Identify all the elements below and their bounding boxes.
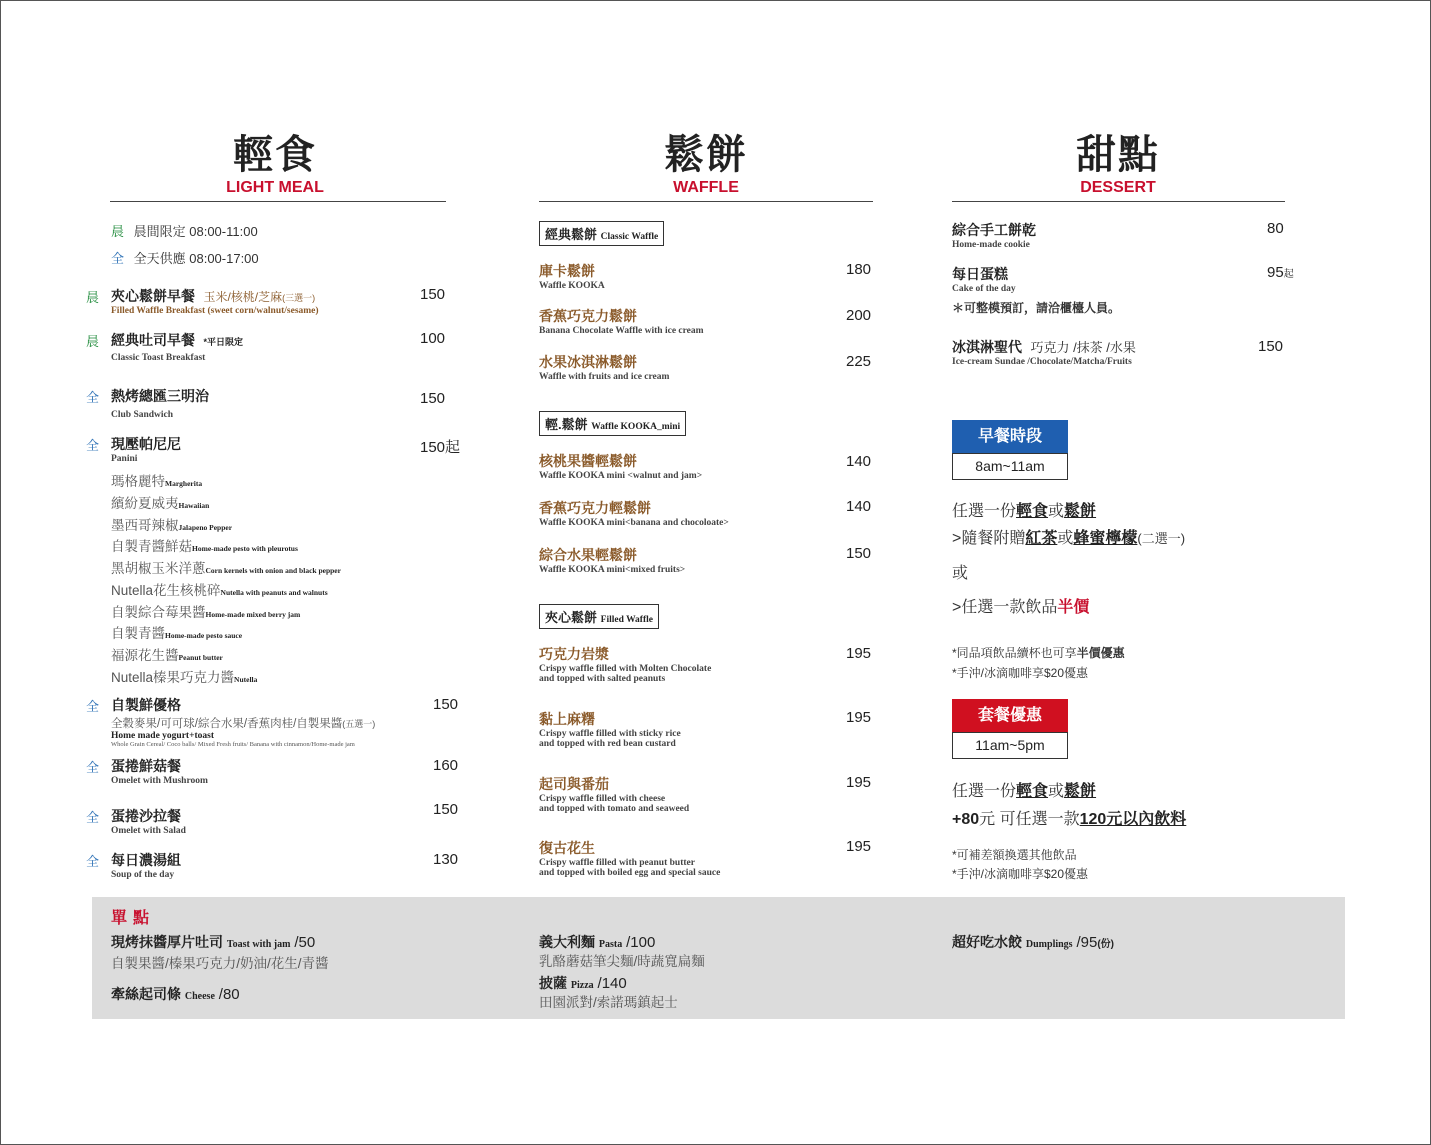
item-price: 100: [420, 330, 446, 347]
item-tag: 全: [86, 699, 100, 714]
item-en: Crispy waffle filled with peanut butter: [539, 858, 695, 868]
allday-tag: 全: [111, 251, 125, 266]
item-name: 復古花生: [539, 840, 595, 856]
item-price: 225: [846, 353, 872, 370]
breakfast-line3: 或: [952, 565, 969, 582]
item-en: Soup of the day: [111, 870, 175, 880]
waffle-title-en: WAFFLE: [673, 179, 739, 196]
panini-flavor: 福源花生醬Peanut butter: [111, 648, 223, 663]
pasta-item: 義大利麵 Pasta /100: [539, 934, 656, 951]
item-price: 180: [846, 261, 872, 278]
list-item: [539, 498, 729, 528]
list-item: [539, 838, 720, 878]
item-en: Home-made cookie: [952, 240, 1030, 250]
pasta-options: 乳酪蘑菇筆尖麵/時蔬寬扁麵: [539, 954, 705, 969]
item-name: 香蕉巧克力鬆餅: [539, 308, 637, 324]
list-item: [539, 545, 685, 575]
light-meal-rule: [110, 201, 446, 202]
item-en2: and topped with red bean custard: [539, 739, 676, 749]
item-sub: 玉米/核桃/芝麻: [203, 290, 283, 304]
item-name: 綜合手工餅乾: [952, 222, 1036, 238]
item-price: 195: [846, 838, 872, 855]
list-item: [111, 386, 209, 420]
list-item: [539, 644, 711, 684]
list-item: [952, 264, 1120, 316]
cheese-item: 牽絲起司條 Cheese /80: [111, 986, 240, 1003]
item-name: 夾心鬆餅早餐: [111, 288, 195, 304]
item-en: Cake of the day: [952, 284, 1016, 294]
item-name: 水果冰淇淋鬆餅: [539, 354, 637, 370]
item-sub: 全穀麥果/可可球/綜合水果/香蕉肉桂/自製果醬: [111, 718, 343, 730]
item-price: 80: [1267, 220, 1284, 237]
list-item: [539, 709, 681, 749]
list-item: [952, 220, 1036, 250]
item-price: 140: [846, 498, 872, 515]
item-price: 140: [846, 453, 872, 470]
item-en2: and topped with salted peanuts: [539, 674, 666, 684]
breakfast-banner: 早餐時段: [952, 420, 1068, 453]
item-price: 130: [433, 851, 459, 868]
item-price: 195: [846, 645, 872, 662]
item-tag: 全: [86, 760, 100, 775]
list-item: [111, 756, 208, 786]
panini-flavor: Nutella花生核桃碎Nutella with peanuts and walnuts: [111, 583, 328, 598]
item-en: Waffle KOOKA mini<banana and chocoloate>: [539, 518, 729, 528]
panini-flavor: 黑胡椒玉米洋蔥Corn kernels with onion and black pepper: [111, 561, 341, 576]
item-sub: 巧克力 /抹茶 /水果: [1030, 340, 1136, 355]
legend-morning: [111, 221, 258, 240]
breakfast-line1: 任選一份輕食或鬆餅: [952, 503, 1097, 520]
item-name: 起司與番茄: [539, 776, 609, 792]
item-price: 195: [846, 774, 872, 791]
item-en: Waffle KOOKA mini<mixed fruits>: [539, 565, 686, 575]
toast-item: 現烤抹醬厚片吐司 Toast with jam /50: [111, 934, 316, 951]
item-en: Classic Toast Breakfast: [111, 353, 206, 363]
dumplings-item: 超好吃水餃 Dumplings /95(份): [952, 934, 1114, 951]
single-items-title: 單點: [111, 910, 156, 927]
item-name: 蛋捲沙拉餐: [111, 808, 181, 824]
breakfast-line2: >隨餐附贈紅茶或蜂蜜檸檬(二選一): [952, 530, 1186, 547]
item-en: Waffle KOOKA mini <walnut and jam>: [539, 471, 703, 481]
item-name: 核桃果醬輕鬆餅: [539, 453, 637, 469]
legend-allday: [111, 248, 259, 267]
breakfast-hours: 8am~11am: [952, 453, 1068, 480]
item-price: 150起: [420, 439, 461, 456]
section-label-classic: 經典鬆餅 Classic Waffle: [539, 221, 664, 246]
item-tag: 全: [86, 854, 100, 869]
toast-options: 自製果醬/榛果巧克力/奶油/花生/青醬: [111, 956, 329, 971]
item-price: 150: [420, 390, 446, 407]
item-price: 150: [433, 801, 459, 818]
light-meal-header: [195, 132, 355, 198]
panini-flavor: 自製綜合莓果醬Home-made mixed berry jam: [111, 605, 301, 620]
item-price: 150: [846, 545, 872, 562]
item-en: Panini: [111, 454, 138, 464]
item-name: 綜合水果輕鬆餅: [539, 547, 637, 563]
list-item: [111, 695, 375, 748]
legend-allday-text: 全天供應 08:00-17:00: [133, 251, 259, 266]
item-note: ＊可整模預訂，請洽櫃檯人員。: [952, 301, 1121, 315]
waffle-header: [626, 132, 786, 198]
item-sub-note: *平日限定: [203, 337, 243, 347]
pizza-options: 田園派對/索諾瑪鎮起士: [539, 995, 678, 1010]
waffle-title-zh: 鬆餅: [664, 132, 748, 178]
list-item: [111, 434, 181, 464]
item-en: Filled Waffle Breakfast (sweet corn/walnut/sesame): [111, 306, 319, 316]
item-price: 95起: [1267, 264, 1294, 281]
item-price: 200: [846, 307, 872, 324]
item-tag: 晨: [86, 290, 100, 305]
list-item: [539, 261, 605, 291]
item-name: 自製鮮優格: [111, 697, 181, 713]
item-en: Crispy waffle filled with Molten Chocolate: [539, 664, 712, 674]
dessert-title-en: DESSERT: [1080, 179, 1156, 196]
light-meal-title-en: LIGHT MEAL: [226, 179, 324, 196]
item-tag: 全: [86, 810, 100, 825]
item-price: 150: [420, 286, 446, 303]
breakfast-line4: >任選一款飲品半價: [952, 599, 1090, 616]
set-line1: 任選一份輕食或鬆餅: [952, 783, 1097, 800]
list-item: [539, 306, 704, 336]
item-en: Club Sandwich: [111, 410, 174, 420]
list-item: [539, 451, 702, 481]
item-en: Home made yogurt+toast: [111, 731, 215, 741]
list-item: [539, 774, 689, 814]
dessert-rule: [952, 201, 1285, 202]
set-note1: *可補差額換選其他飲品: [952, 848, 1077, 862]
item-name: 每日蛋糕: [952, 266, 1008, 282]
item-name: 巧克力岩漿: [539, 646, 609, 662]
panini-flavor: 自製青醬鮮菇Home-made pesto with pleurotus: [111, 539, 298, 554]
item-en2: Whole Grain Cereal/ Coco balls/ Mixed Fresh fruits/ Banana with cinnamon/Home-made jam: [111, 741, 355, 748]
list-item: [111, 850, 181, 880]
item-price: 150: [433, 696, 459, 713]
item-en: Omelet with Salad: [111, 826, 186, 836]
dessert-title-zh: 甜點: [1076, 132, 1160, 178]
list-item: [111, 330, 243, 363]
item-name: 熱烤總匯三明治: [111, 388, 209, 404]
item-sub-note: (三選一): [282, 293, 316, 303]
item-name: 冰淇淋聖代: [952, 339, 1022, 355]
set-banner: 套餐優惠: [952, 699, 1068, 732]
item-price: 150: [1258, 338, 1284, 355]
item-en: Crispy waffle filled with sticky rice: [539, 729, 681, 739]
item-en: Waffle KOOKA: [539, 281, 605, 291]
item-name: 庫卡鬆餅: [539, 263, 595, 279]
item-price: 195: [846, 709, 872, 726]
item-en2: and topped with tomato and seaweed: [539, 804, 690, 814]
item-name: 香蕉巧克力輕鬆餅: [539, 500, 651, 516]
item-en: Banana Chocolate Waffle with ice cream: [539, 326, 704, 336]
item-name: 蛋捲鮮菇餐: [111, 758, 181, 774]
list-item: [111, 286, 319, 316]
item-name: 經典吐司早餐: [111, 332, 195, 348]
panini-flavor: Nutella榛果巧克力醬Nutella: [111, 670, 258, 685]
set-hours: 11am~5pm: [952, 732, 1068, 759]
list-item: [952, 337, 1136, 367]
item-tag: 全: [86, 438, 100, 453]
waffle-rule: [539, 201, 873, 202]
item-en2: and topped with boiled egg and special sauce: [539, 868, 721, 878]
breakfast-note2: *手沖/冰滴咖啡享$20優惠: [952, 666, 1089, 680]
panini-flavor: 繽紛夏威夷Hawaiian: [111, 496, 210, 511]
item-name: 每日濃湯組: [111, 852, 181, 868]
section-label-filled: 夾心鬆餅 Filled Waffle: [539, 604, 659, 629]
item-en: Crispy waffle filled with cheese: [539, 794, 666, 804]
item-sub-note: (五選一): [342, 719, 376, 729]
panini-flavor: 自製青醬Home-made pesto sauce: [111, 626, 243, 641]
pizza-item: 披薩 Pizza /140: [539, 975, 627, 992]
set-line2: +80元 可任選一款120元以內飲料: [952, 811, 1187, 828]
list-item: [539, 352, 669, 382]
panini-flavor: 瑪格麗特Margherita: [111, 474, 203, 489]
section-label-mini: 輕.鬆餅 Waffle KOOKA_mini: [539, 411, 686, 436]
item-tag: 晨: [86, 334, 100, 349]
morning-tag: 晨: [111, 224, 125, 239]
item-en: Ice-cream Sundae /Chocolate/Matcha/Fruits: [952, 357, 1132, 367]
item-tag: 全: [86, 390, 100, 405]
legend-morning-text: 晨間限定 08:00-11:00: [133, 224, 258, 239]
breakfast-note1: *同品項飲品續杯也可享半價優惠: [952, 646, 1125, 660]
item-en: Omelet with Mushroom: [111, 776, 208, 786]
item-name: 黏上麻糬: [539, 711, 595, 727]
light-meal-title-zh: 輕食: [233, 132, 317, 178]
set-note2: *手沖/冰滴咖啡享$20優惠: [952, 867, 1089, 881]
item-name: 現壓帕尼尼: [111, 436, 181, 452]
item-en: Waffle with fruits and ice cream: [539, 372, 670, 382]
dessert-header: [1038, 132, 1198, 198]
item-price: 160: [433, 757, 459, 774]
list-item: [111, 806, 186, 836]
panini-flavor: 墨西哥辣椒Jalapeno Pepper: [111, 518, 233, 533]
